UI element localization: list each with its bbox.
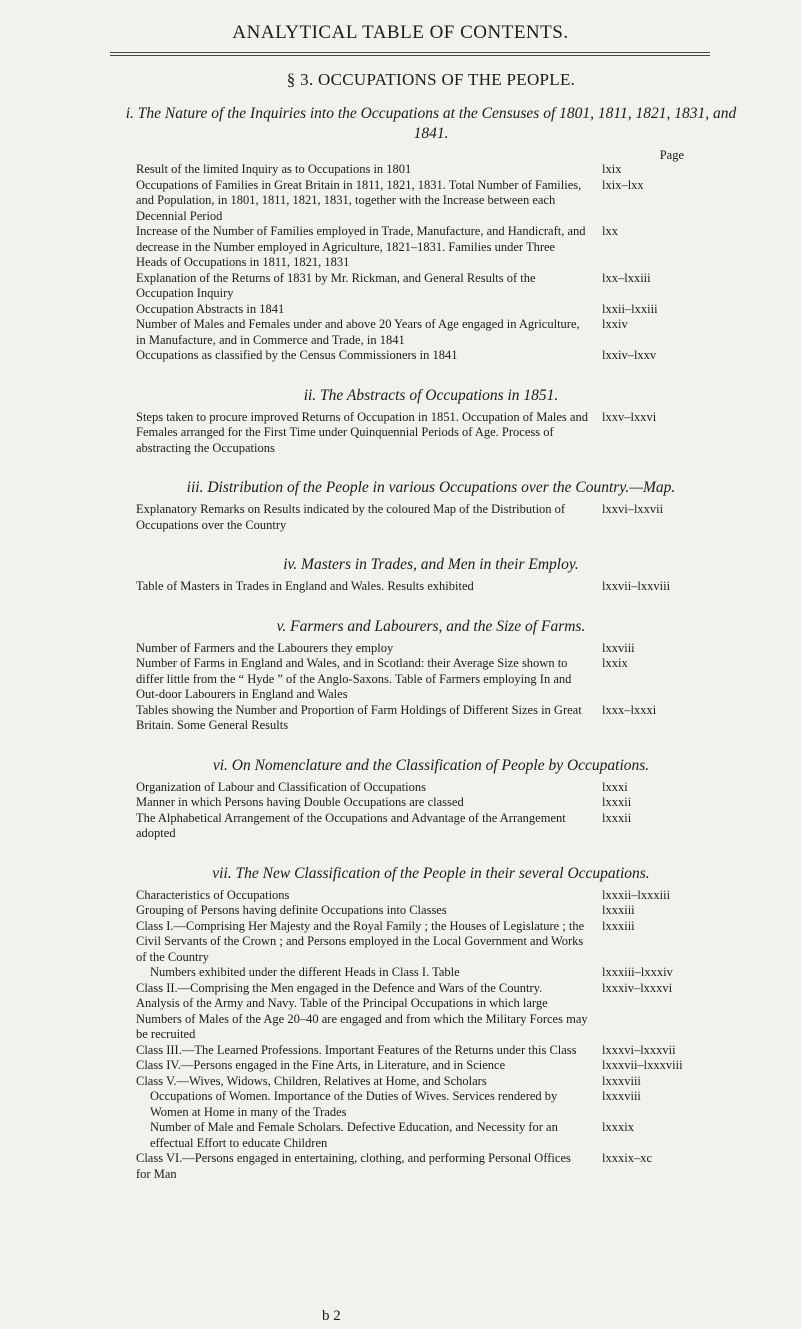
entry-page-ref: lxxxix bbox=[602, 1120, 634, 1134]
toc-entry bbox=[136, 178, 726, 225]
entry-page-ref: lxxvi–lxxvii bbox=[602, 502, 664, 516]
subsection-heading: i. The Nature of the Inquiries into the Occupations at the Censuses of 1801, 1811, 1821, 1831, and 1841. bbox=[125, 105, 737, 142]
signature-mark: b 2 bbox=[322, 1308, 341, 1324]
entry-text: Tables showing the Number and Proportion of Farm Holdings of Different Sizes in Great Britain. Some General Results bbox=[136, 702, 582, 732]
entry-page-ref: lxix bbox=[602, 162, 622, 176]
entry-list bbox=[136, 579, 726, 595]
entry-page-ref: lxxxii bbox=[602, 810, 632, 825]
toc-entry bbox=[136, 1120, 726, 1151]
running-head: ANALYTICAL TABLE OF CONTENTS. bbox=[232, 22, 569, 43]
toc-entry bbox=[136, 1089, 726, 1120]
entry-text: Numbers exhibited under the different Heads in Class I. Table bbox=[150, 965, 460, 979]
entry-text: Number of Farms in England and Wales, and in Scotland: their Average Size shown to differ little from the “ Hyde ” of the Anglo-Saxons. Table of Farmers employing In and Out-door Labourers in England and Wales bbox=[136, 656, 572, 701]
entry-text: Occupations of Families in Great Britain in 1811, 1821, 1831. Total Number of Families, and Population, in 1801, 1811, 1821, 1831, together with the Increase between each Decennial Period bbox=[136, 177, 582, 223]
toc-entry bbox=[136, 965, 726, 981]
entry-page-ref: lxxxiii bbox=[602, 918, 635, 933]
entry-text: Explanation of the Returns of 1831 by Mr. Rickman, and General Results of the Occupation Inquiry bbox=[136, 270, 536, 300]
toc-entry bbox=[136, 410, 726, 457]
subsection-heading: ii. The Abstracts of Occupations in 1851. bbox=[303, 386, 559, 404]
entry-text: Class IV.—Persons engaged in the Fine Arts, in Literature, and in Science bbox=[136, 1058, 506, 1072]
entry-text: Occupation Abstracts in 1841 bbox=[136, 301, 285, 316]
toc-entry bbox=[136, 348, 726, 364]
entry-list bbox=[136, 888, 726, 1183]
entry-text: Table of Masters in Trades in England and Wales. Results exhibited bbox=[136, 579, 474, 593]
subsection-heading: iv. Masters in Trades, and Men in their Employ. bbox=[283, 556, 579, 573]
entry-page-ref: lxxxvi–lxxxvii bbox=[602, 1042, 676, 1057]
toc-entry bbox=[136, 224, 726, 271]
page-column-label: Page bbox=[659, 148, 684, 162]
entry-page-ref: lxxiv–lxxv bbox=[602, 348, 657, 362]
entry-page-ref: lxxv–lxxvi bbox=[602, 409, 657, 424]
entry-list bbox=[136, 502, 726, 533]
entry-page-ref: lxx bbox=[602, 224, 618, 238]
entry-page-ref: lxxvii–lxxviii bbox=[602, 579, 671, 593]
entry-page-ref: lxx–lxxiii bbox=[602, 270, 651, 285]
entry-page-ref: lxxx–lxxxi bbox=[602, 702, 657, 717]
header-rule bbox=[110, 52, 710, 53]
entry-text: Number of Male and Female Scholars. Defective Education, and Necessity for an effectual Effort to educate Children bbox=[150, 1120, 558, 1150]
toc-entry bbox=[136, 656, 726, 703]
entry-page-ref: lxxxvii–lxxxviii bbox=[602, 1058, 683, 1072]
entry-text: The Alphabetical Arrangement of the Occupations and Advantage of the Arrangement adopted bbox=[136, 810, 566, 840]
toc-entry bbox=[136, 903, 726, 919]
entry-page-ref: lxxxiii–lxxxiv bbox=[602, 965, 673, 979]
entry-text: Class V.—Wives, Widows, Children, Relatives at Home, and Scholars bbox=[136, 1073, 487, 1088]
toc-entry bbox=[136, 703, 726, 734]
entry-text: Class I.—Comprising Her Majesty and the Royal Family ; the Houses of Legislature ; the Civil Servants of the Crown ; and Persons employed in the Local Government and Works of the Country bbox=[136, 918, 585, 964]
entry-page-ref: lxxxviii bbox=[602, 1073, 641, 1088]
entry-text: Occupations as classified by the Census Commissioners in 1841 bbox=[136, 348, 458, 362]
entry-text: Class III.—The Learned Professions. Important Features of the Returns under this Class bbox=[136, 1042, 577, 1057]
entry-text: Number of Males and Females under and above 20 Years of Age engaged in Agriculture, in Manufacture, and in Commerce and Trade, in 1841 bbox=[136, 317, 580, 347]
subsection-heading: v. Farmers and Labourers, and the Size of Farms. bbox=[276, 617, 586, 635]
section-title: § 3. OCCUPATIONS OF THE PEOPLE. bbox=[286, 70, 576, 89]
toc-entry bbox=[136, 1043, 726, 1059]
entry-text: Manner in which Persons having Double Occupations are classed bbox=[136, 795, 464, 809]
entry-text: Increase of the Number of Families employed in Trade, Manufacture, and Handicraft, and decrease in the Number employed in Agriculture, 1821–1831. Families under Three Heads of Occupations in 1811, 1821, 1831 bbox=[136, 224, 586, 269]
entry-page-ref: lxxxii–lxxxiii bbox=[602, 887, 671, 902]
toc-entry bbox=[136, 1074, 726, 1090]
entry-list bbox=[136, 780, 726, 842]
entry-page-ref: lxxxii bbox=[602, 795, 632, 809]
toc-entry bbox=[136, 811, 726, 842]
entry-text: Occupations of Women. Importance of the Duties of Wives. Services rendered by Women at Home in many of the Trades bbox=[150, 1089, 558, 1119]
entry-text: Result of the limited Inquiry as to Occupations in 1801 bbox=[136, 162, 412, 176]
toc-entry bbox=[136, 502, 726, 533]
entry-text: Grouping of Persons having definite Occupations into Classes bbox=[136, 903, 447, 917]
entry-page-ref: lxxviii bbox=[602, 640, 635, 655]
entry-text: Class VI.—Persons engaged in entertaining, clothing, and performing Personal Offices for Man bbox=[136, 1151, 571, 1181]
entry-page-ref: lxxxix–xc bbox=[602, 1151, 652, 1165]
entry-page-ref: lxxii–lxxiii bbox=[602, 301, 658, 316]
toc-entry bbox=[136, 302, 726, 318]
entry-text: Organization of Labour and Classification of Occupations bbox=[136, 779, 426, 794]
entry-page-ref: lxxxiii bbox=[602, 903, 635, 917]
toc-entry bbox=[136, 795, 726, 811]
toc-entry bbox=[136, 1151, 726, 1182]
entry-page-ref: lxix–lxx bbox=[602, 177, 644, 192]
contents-body bbox=[125, 62, 737, 1204]
toc-entry bbox=[136, 888, 726, 904]
entry-text: Steps taken to procure improved Returns of Occupation in 1851. Occupation of Males and Females arranged for the First Time under Quinquennial Periods of Age. Process of abstracting the Occupations bbox=[136, 409, 588, 455]
toc-entry bbox=[136, 317, 726, 348]
entry-text: Class II.—Comprising the Men engaged in the Defence and Wars of the Country. Analysis of the Army and Navy. Table of the Principal Occupations in which large Numbers of Males of the Age 20–40 are engaged and from which the Military Forces may be recruited bbox=[136, 980, 588, 1041]
entry-page-ref: lxxxi bbox=[602, 779, 628, 794]
toc-entry bbox=[136, 780, 726, 796]
entry-list bbox=[136, 641, 726, 734]
entry-page-ref: lxxiv bbox=[602, 317, 628, 331]
subsection-heading: vii. The New Classification of the People in their several Occupations. bbox=[212, 864, 650, 882]
subsection-heading: iii. Distribution of the People in various Occupations over the Country.—Map. bbox=[186, 479, 676, 496]
toc-entry bbox=[136, 981, 726, 1043]
entry-text: Explanatory Remarks on Results indicated by the coloured Map of the Distribution of Occupations over the Country bbox=[136, 502, 566, 532]
entry-page-ref: lxxxiv–lxxxvi bbox=[602, 980, 673, 995]
entry-text: Characteristics of Occupations bbox=[136, 887, 290, 902]
entry-page-ref: lxxix bbox=[602, 656, 628, 670]
subsection-heading: vi. On Nomenclature and the Classification of People by Occupations. bbox=[212, 756, 650, 774]
entry-list bbox=[136, 162, 726, 364]
header-rule-double bbox=[110, 55, 710, 56]
toc-entry bbox=[136, 919, 726, 966]
toc-entry bbox=[136, 162, 726, 178]
toc-entry bbox=[136, 579, 726, 595]
toc-entry bbox=[136, 1058, 726, 1074]
entry-list bbox=[136, 410, 726, 457]
toc-entry bbox=[136, 641, 726, 657]
entry-page-ref: lxxxviii bbox=[602, 1089, 641, 1103]
entry-text: Number of Farmers and the Labourers they employ bbox=[136, 640, 394, 655]
toc-entry bbox=[136, 271, 726, 302]
